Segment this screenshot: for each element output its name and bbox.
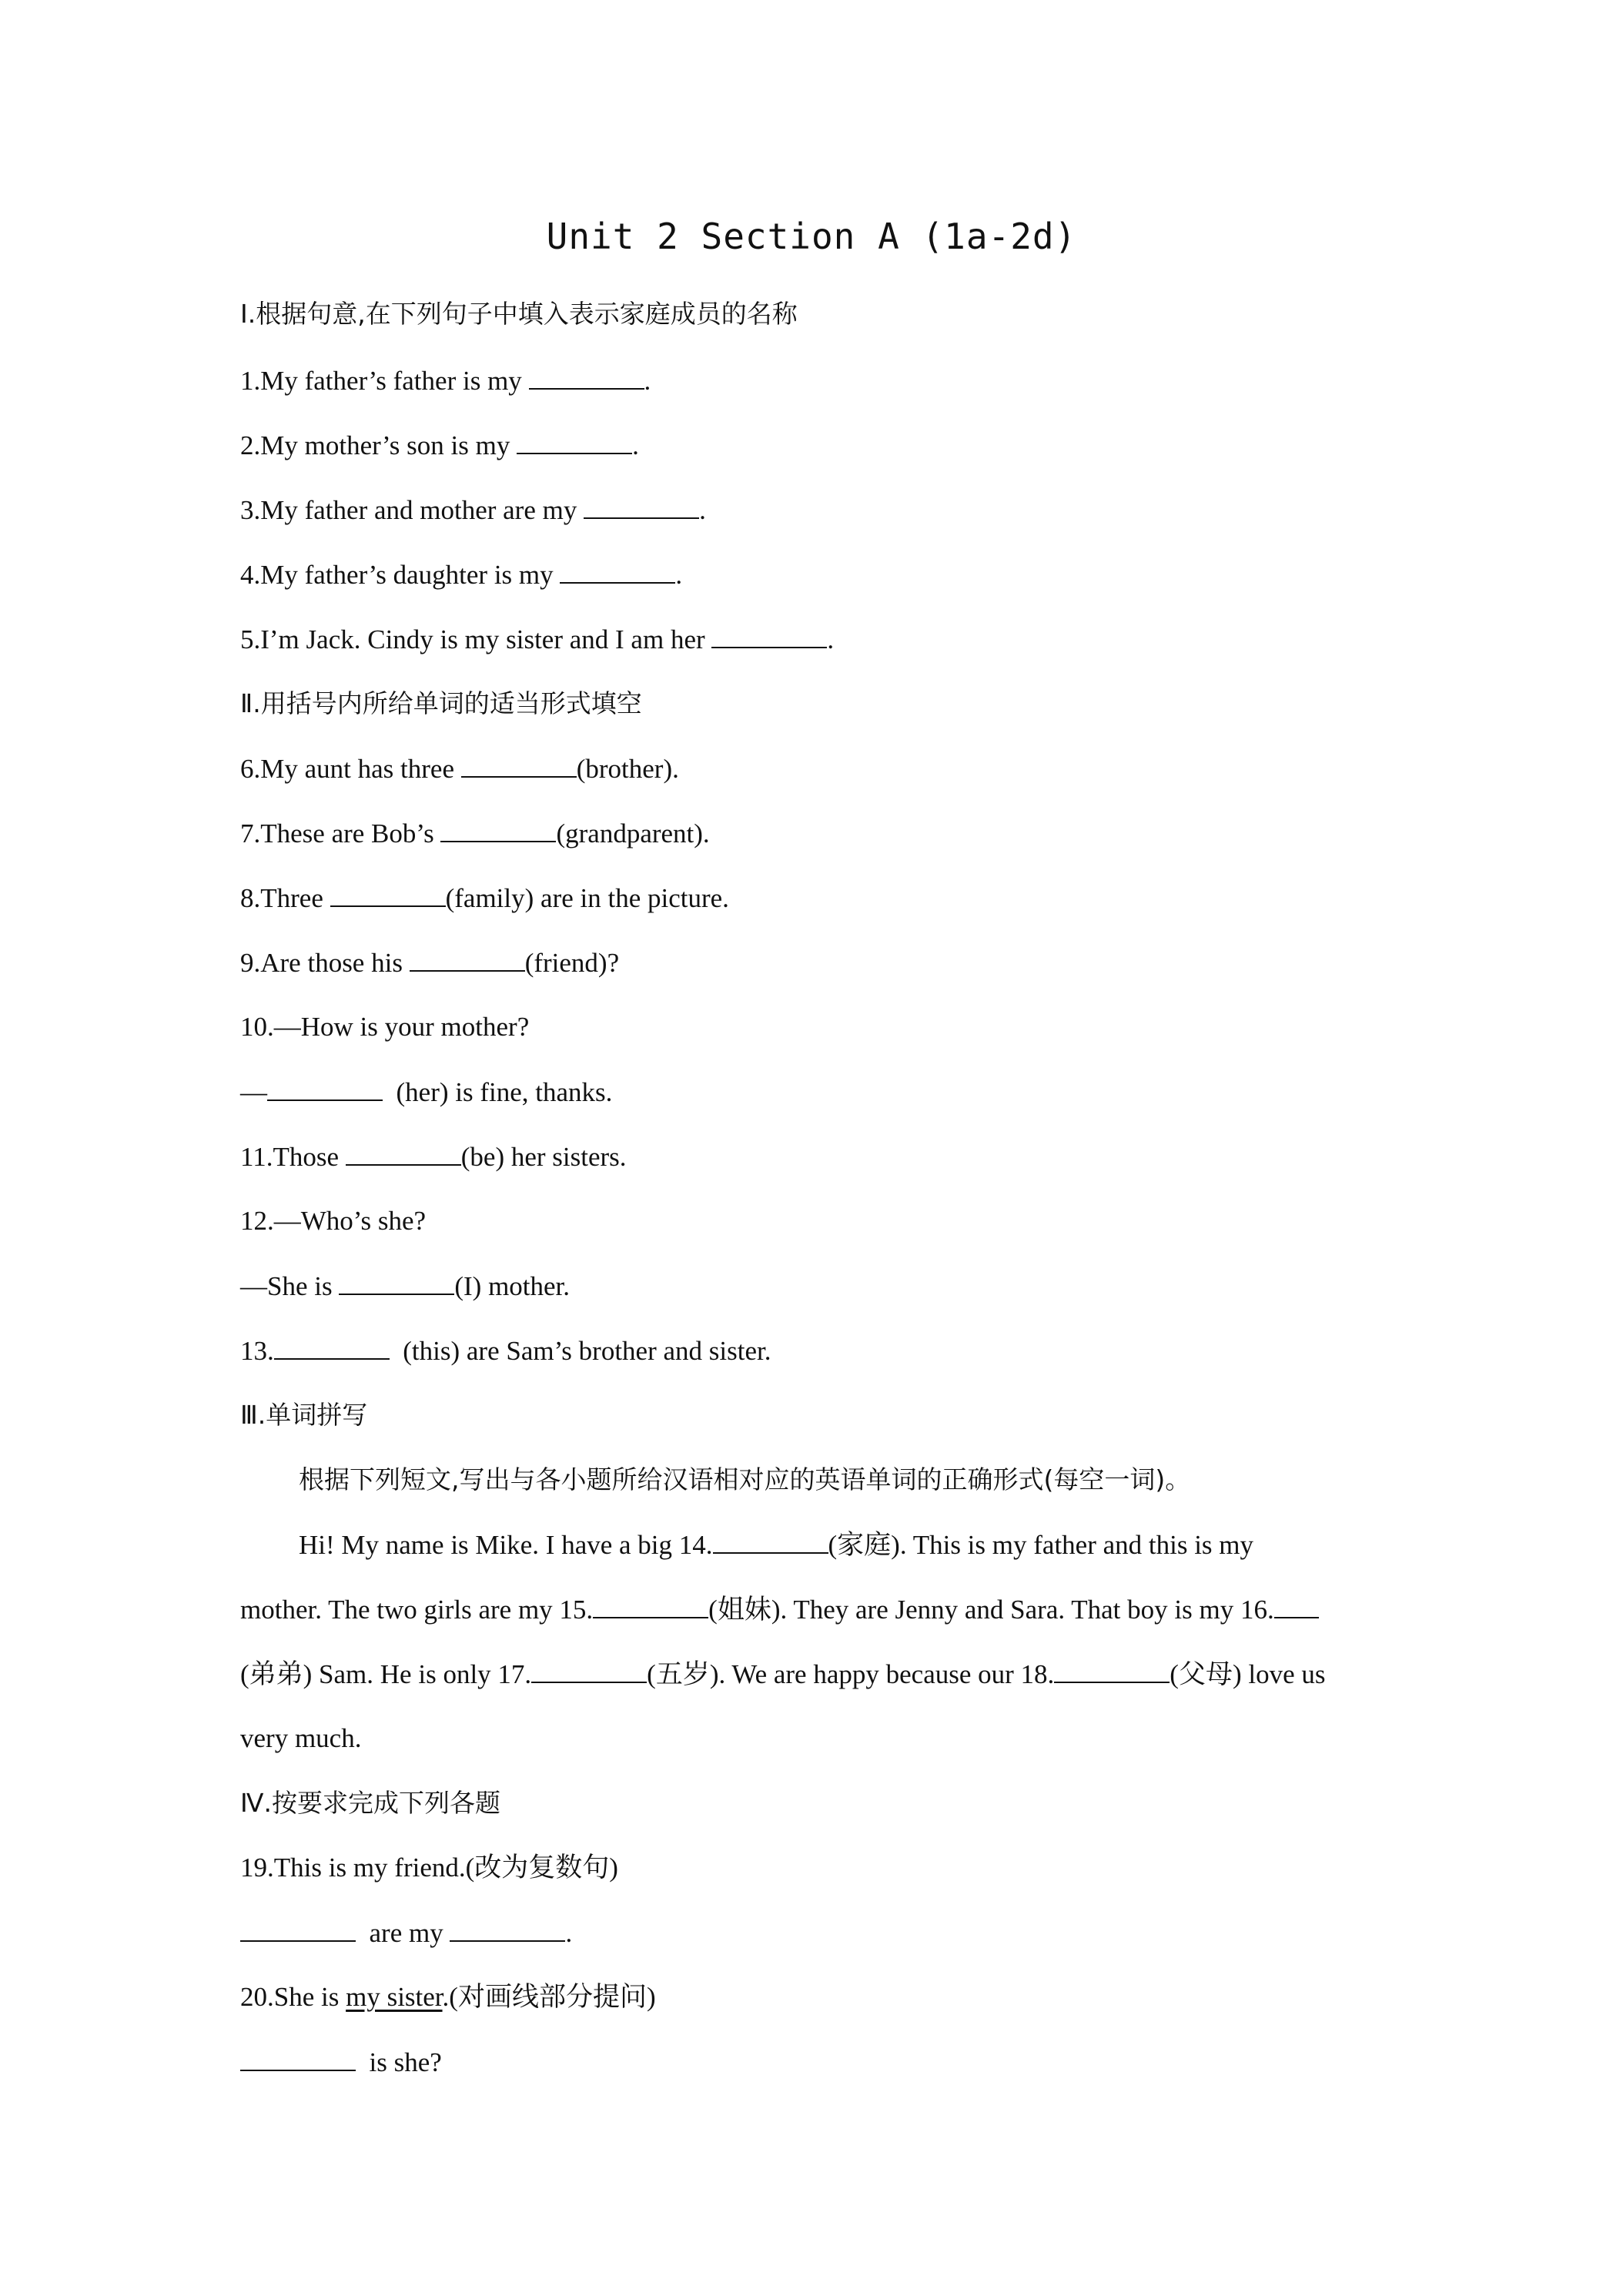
answer-blank[interactable] [440,818,556,842]
answer-blank[interactable] [713,1529,828,1554]
answer-blank[interactable] [1054,1658,1170,1683]
answer-blank[interactable] [450,1917,565,1942]
question-19-prompt: 19.This is my friend.(改为复数句) [240,1853,618,1883]
answer-blank[interactable] [529,365,644,390]
question-10-prompt: 10.—How is your mother? [240,1012,530,1042]
question-20-answer: is she? [240,2047,442,2078]
question-5: 5.I’m Jack. Cindy is my sister and I am her . [240,624,835,654]
answer-blank[interactable] [240,1917,356,1942]
section-4-heading: Ⅳ.按要求完成下列各题 [240,1788,500,1818]
question-9: 9.Are those his (friend)? [240,948,620,978]
question-2: 2.My mother’s son is my . [240,430,639,460]
question-1: 1.My father’s father is my . [240,366,651,396]
answer-blank[interactable] [517,430,632,454]
answer-blank[interactable] [560,559,675,584]
question-7: 7.These are Bob’s (grandparent). [240,818,710,848]
section-1-heading: Ⅰ.根据句意,在下列句子中填入表示家庭成员的名称 [240,299,798,329]
question-12-prompt: 12.—Who’s she? [240,1206,427,1236]
passage-line-3: (弟弟) Sam. He is only 17. (五岁). We are happy because our 18. (父母) love us [240,1659,1326,1689]
question-20-prompt: 20.She is my sister.(对画线部分提问) [240,1982,656,2012]
answer-blank[interactable] [346,1141,461,1166]
section-3-instruction: 根据下列短文,写出与各小题所给汉语相对应的英语单词的正确形式(每空一词)。 [299,1464,1191,1494]
question-13: 13. (this) are Sam’s brother and sister. [240,1336,771,1366]
question-8: 8.Three (family) are in the picture. [240,883,729,913]
answer-blank[interactable] [531,1658,647,1683]
answer-blank[interactable] [410,947,525,972]
passage-line-4: very much. [240,1723,362,1753]
passage-line-1: Hi! My name is Mike. I have a big 14. (家庭). This is my father and this is my [299,1530,1254,1560]
answer-blank[interactable] [461,753,577,778]
section-3-heading: Ⅲ.单词拼写 [240,1400,368,1430]
page-title: Unit 2 Section A (1a-2d) [546,216,1077,257]
answer-blank[interactable] [711,624,827,648]
question-19-answer: are my . [240,1917,572,1949]
question-10-answer: — (her) is fine, thanks. [240,1077,613,1107]
answer-blank[interactable] [584,494,699,519]
answer-blank[interactable] [330,882,446,907]
question-12-answer: —She is (I) mother. [240,1271,571,1301]
question-4: 4.My father’s daughter is my . [240,560,683,590]
question-6: 6.My aunt has three (brother). [240,754,679,784]
section-2-heading: Ⅱ.用括号内所给单词的适当形式填空 [240,688,642,718]
answer-blank[interactable] [593,1594,708,1618]
passage-line-2: mother. The two girls are my 15. (姐妹). They are Jenny and Sara. That boy is my 16. [240,1594,1319,1625]
answer-blank[interactable] [267,1076,383,1101]
question-11: 11.Those (be) her sisters. [240,1142,627,1172]
answer-blank[interactable] [1274,1594,1319,1618]
underlined-phrase: my sister [346,1982,443,2012]
answer-blank[interactable] [240,2047,356,2071]
answer-blank[interactable] [339,1270,454,1295]
answer-blank[interactable] [274,1335,390,1360]
question-3: 3.My father and mother are my . [240,495,706,525]
